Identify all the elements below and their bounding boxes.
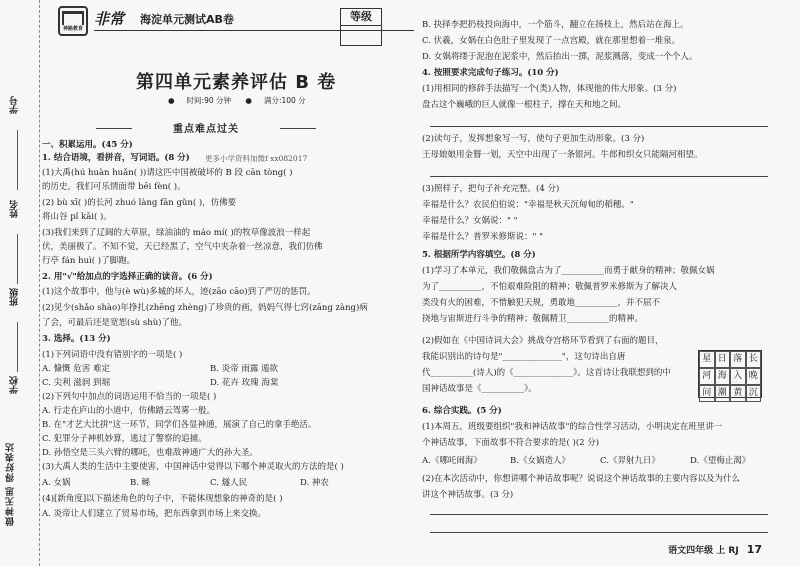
q1-line-7: 行亭 fán huì( )了脚跑。 <box>42 256 136 266</box>
grid-cell: 潮 <box>715 385 731 402</box>
q1-note: 更多小学资料加微f xx082017 <box>205 154 308 163</box>
q4-3-blank-b[interactable]: 幸福是什么？普罗米修斯说：" " <box>422 232 544 242</box>
q3-2-option-c[interactable]: C. 犯罪分子神机妙算，逃过了警察的追捕。 <box>42 434 207 444</box>
name-label: 姓名 <box>10 200 20 218</box>
q1-heading: 1. 结合语境，看拼音，写词语。(8 分) <box>42 153 190 163</box>
q5-1-line-3: 类没有火的困难，不惜触犯天规，勇敢地__________，并不屈不 <box>422 298 661 308</box>
q2-line-3: 了会，可最后还是宽恕(sù shù)了他。 <box>42 318 187 328</box>
series-name: 海淀单元测试AB卷 <box>140 13 234 26</box>
q3-3-option-d[interactable]: D. 神农 <box>300 478 329 488</box>
q6-2-line-1: (2)在本次活动中，你想讲哪个神话故事呢？说说这个神话故事的主要内容以及为什么 <box>422 474 741 484</box>
q1-line-5: (3)我们来到了辽阔的大草原，绿油油的 máo mí( )的牧草像波浪一样起 <box>42 228 311 238</box>
class-label: 班级 <box>10 288 20 306</box>
logo-text: 神路教育 <box>62 26 83 32</box>
q1-line-3: (2) bù xī( )的长河 zhuó làng fān gǔn( )，仿佛要 <box>42 198 237 208</box>
q6-2-answer-line-2[interactable] <box>430 532 768 533</box>
score-icon: ● <box>245 96 252 105</box>
grade-box <box>340 8 382 46</box>
q3-3-option-c[interactable]: C. 燧人民 <box>210 478 248 488</box>
q3-4-option-c[interactable]: C. 伏羲，女娲在白色肚子里发现了一点宫殿，就在那里想着一堆泉。 <box>422 36 681 46</box>
grid-cell: 海 <box>715 368 731 385</box>
q1-line-4: 将山谷 pǐ kāi( )。 <box>42 212 112 222</box>
time-limit: 时间:90 分钟 <box>186 96 232 105</box>
binding-motto: 做神无思 得好表达 <box>6 441 16 526</box>
q3-4-stem: (4)[新角度]以下描述角色的句子中，不能体现想象的神奇的是( ) <box>42 494 283 504</box>
class-line <box>17 322 18 372</box>
q5-1-line-2: 为了__________，不怕艰难险阻的精神；敬佩普罗米修斯为了解决人 <box>422 282 678 292</box>
q5-2-line-4: 国神话故事是《__________》。 <box>422 384 537 394</box>
q6-2-answer-line-1[interactable] <box>430 514 768 515</box>
q4-2-example: 王母娘娘用金簪一划，天空中出现了一条银河。牛郎和织女只能隔河相望。 <box>422 150 703 160</box>
q2-line-1: (1)这个故事中，他与(è wù)多城的坏人，迹(zāo cāo)到了严厉的惩罚。 <box>42 287 316 297</box>
q5-1-line-1: (1)学习了本单元，我们敬佩盘古为了__________而勇于献身的精神；敬佩女娲 <box>422 266 715 276</box>
q4-1-example: 盘古这个巍峨的巨人就像一根柱子，撑在天和地之间。 <box>422 100 627 110</box>
q3-1-stem: (1)下列词语中没有错别字的一项是( ) <box>42 350 183 360</box>
page-number: 17 <box>746 543 762 556</box>
q3-4-option-a[interactable]: A. 炎帝让人们建立了贸易市场，把东西拿到市场上来交换。 <box>42 509 267 519</box>
grid-cell: 晚 <box>746 368 762 385</box>
page-title: 第四单元素养评估 B 卷 <box>136 72 337 93</box>
q6-1-option-c[interactable]: C.《羿射九日》 <box>600 456 660 466</box>
q6-1-line-1: (1)本周五，班级要组织"我和神话故事"的综合性学习活动，小明决定在班里讲一 <box>422 422 723 432</box>
grid-cell: 星 <box>699 351 715 368</box>
section-1-heading: 一、积累运用。(45 分) <box>42 140 133 150</box>
q6-heading: 6. 综合实践。(5 分) <box>422 406 502 416</box>
q2-line-2: (2)见少(shǎo shào)年挣扎(zhēng zhèng)了珍贵的画，妈妈气得七窍(zāng zàng)病 <box>42 303 368 313</box>
q4-2-answer-line[interactable] <box>430 176 768 177</box>
q3-2-option-b[interactable]: B. 在"才艺大比拼"这一环节，同学们各显神通，展演了自己的拿手绝活。 <box>42 420 317 430</box>
brand-name: 非常 <box>94 10 125 28</box>
q3-3-option-b[interactable]: B. 鲧 <box>130 478 151 488</box>
section-banner: 重点难点过关 <box>136 120 276 136</box>
q3-1-option-c[interactable]: C. 尖利 滋润 到堀 <box>42 378 111 388</box>
q5-2-line-1: (2)假如在《中国诗词大会》挑战夺宫格环节看到了右面的题目， <box>422 336 664 346</box>
school-label: 学校 <box>10 376 20 394</box>
q4-3-blank-a[interactable]: 幸福是什么？女娲说：" " <box>422 216 518 226</box>
q5-2-line-2: 我能识别出的诗句是"______________"，这句诗出自唐 <box>422 352 626 362</box>
q3-heading: 3. 选择。(13 分) <box>42 334 111 344</box>
q3-2-option-d[interactable]: D. 孙悟空是三头六臂的哪吒，也难敌神通广大的孙大圣。 <box>42 448 258 458</box>
page-footer <box>668 543 762 556</box>
q3-4-option-b[interactable]: B. 抉择李把扔枝投向海中，一个筋斗，翻立在扬枝上，然后站在海上。 <box>422 20 689 30</box>
q3-3-option-a[interactable]: A. 女娲 <box>42 478 71 488</box>
q4-heading: 4. 按照要求完成句子练习。(10 分) <box>422 68 559 78</box>
q1-line-2: 的历史，我们可乐情面带 bēi fèn( )。 <box>42 182 186 192</box>
q3-2-stem: (2)下列句中加点的词语运用不恰当的一项是( ) <box>42 392 217 402</box>
q3-2-option-a[interactable]: A. 行走在庐山的小道中，仿佛踏云驾雾一般。 <box>42 406 216 416</box>
binding-strip <box>0 0 40 566</box>
clock-icon: ● <box>168 96 175 105</box>
q4-3-example: 幸福是什么？农民伯伯说："幸福是秋天沉甸甸的稻穗。" <box>422 200 634 210</box>
q5-2-line-3: 代__________(诗人)的《______________》。这首诗让我联想到的中 <box>422 368 671 378</box>
poem-character-grid <box>698 350 762 398</box>
grid-cell: 问 <box>699 385 715 402</box>
student-id-label: 学号 <box>10 96 20 114</box>
q5-heading: 5. 根据所学内容填空。(8 分) <box>422 250 536 260</box>
exam-meta <box>168 95 318 106</box>
grid-cell: 河 <box>699 368 715 385</box>
grid-cell: 长 <box>746 351 762 368</box>
q6-2-line-2: 讲这个神话故事。(3 分) <box>422 490 514 500</box>
q6-1-option-a[interactable]: A.《哪吒闹海》 <box>422 456 482 466</box>
name-line <box>17 234 18 284</box>
q3-1-option-b[interactable]: B. 炎帝 雨露 遁欲 <box>210 364 279 374</box>
q3-1-option-a[interactable]: A. 慷慨 危害 难定 <box>42 364 110 374</box>
footer-label: 语文四年级 上 RJ <box>668 546 739 556</box>
q4-3-stem: (3)照样子，把句子补充完整。(4 分) <box>422 184 560 194</box>
q1-line-6: 伏，美丽极了。不知不觉，天已经黑了，空气中夹杂着一丝凉意，我们仿佛 <box>42 242 323 252</box>
grid-cell: 入 <box>730 368 746 385</box>
grid-cell: 日 <box>715 351 731 368</box>
q3-1-option-d[interactable]: D. 花卉 玫瑰 海棠 <box>210 378 279 388</box>
grid-cell: 黄 <box>730 385 746 402</box>
q4-1-answer-line[interactable] <box>430 126 768 127</box>
q2-heading: 2. 用"√"给加点的字选择正确的读音。(6 分) <box>42 272 213 282</box>
q6-1-option-d[interactable]: D.《望梅止渴》 <box>690 456 751 466</box>
q3-4-option-d[interactable]: D. 女娲将缕于泥泡在泥浆中，然后抬出一掷，泥浆溅落，变成一个个人。 <box>422 52 698 62</box>
grid-cell: 落 <box>730 351 746 368</box>
q5-1-line-4: 挠地与宙斯进行斗争的精神；敬佩精卫__________的精神。 <box>422 314 644 324</box>
q1-line-1: (1)大禹(hú huàn huǎn( ))请这匹中国被破坏的 B 段 cān tòng( ) <box>42 168 293 178</box>
q4-2-stem: (2)读句子，发挥想象写一写，使句子更加生动形象。(3 分) <box>422 134 645 144</box>
full-score: 满分:100 分 <box>263 96 306 105</box>
q6-1-line-2: 个神话故事，下面故事不符合要求的是( )(2 分) <box>422 438 600 448</box>
logo-icon <box>58 6 88 36</box>
brand-header <box>58 6 368 38</box>
q6-1-option-b[interactable]: B.《女娲造人》 <box>510 456 570 466</box>
q3-3-stem: (3)大禹人类的生活中主要使害，中国神话中觉得以下哪个神灵取火的方法的是( ) <box>42 462 344 472</box>
grid-cell: 沉 <box>746 385 762 402</box>
q4-1-stem: (1)用相同的修辞手法描写一个(类)人物，体现他的伟大形象。(3 分) <box>422 84 677 94</box>
student-id-line <box>17 130 18 190</box>
grade-label: 等级 <box>341 9 381 26</box>
